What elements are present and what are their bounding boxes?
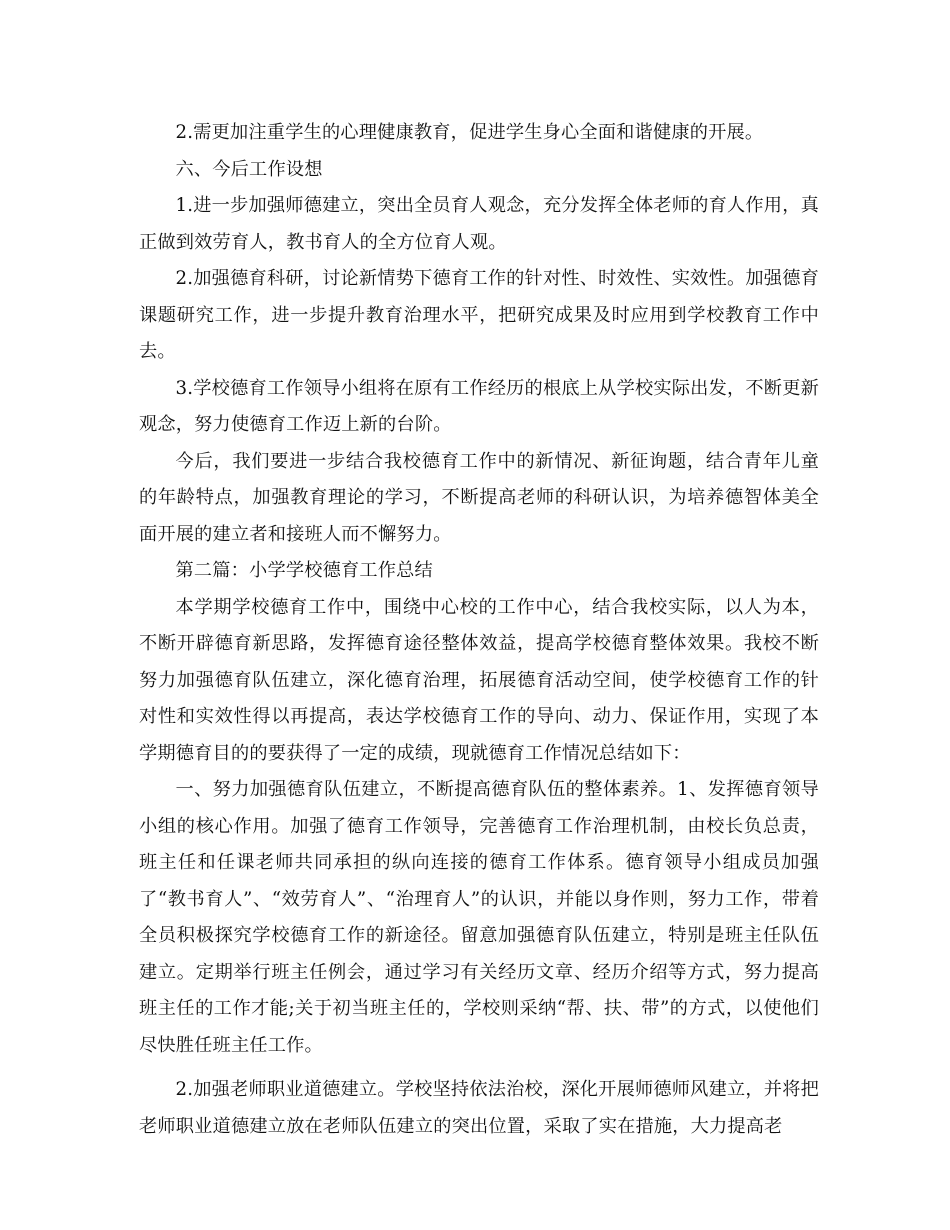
paragraph-plan-3: 3.学校德育工作领导小组将在原有工作经历的根底上从学校实际出发，不断更新观念，努力使德育工作迈上新的台阶。 [139,377,819,435]
paragraph-section-one: 一、努力加强德育队伍建立，不断提高德育队伍的整体素养。1、发挥德育领导小组的核心作用。加强了德育工作领导，完善德育工作治理机制，由校长负总责，班主任和任课老师共同承担的纵向连接的德育工作体系。德育领导小组成员加强了“教书育人”、“效劳育人”、“治理育人”的认识，并能以身作则，努力工作，带着全员积极探究学校德育工作的新途径。留意加强德育队伍建立，特别是班主任队伍建立。定期举行班主任例会，通过学习有关经历文章、经历介绍等方式，努力提高班主任的工作才能;关于初当班主任的，学校则采纳“帮、扶、带”的方式，以使他们尽快胜任班主任工作。 [139,779,819,1056]
paragraph-intro: 本学期学校德育工作中，围绕中心校的工作中心，结合我校实际，以人为本，不断开辟德育新思路，发挥德育途径整体效益，提高学校德育整体效果。我校不断努力加强德育队伍建立，深化德育治理，拓展德育活动空间，使学校德育工作的针对性和实效性得以再提高，表达学校德育工作的导向、动力、保证作用，实现了本学期德育目的的要获得了一定的成绩，现就德育工作情况总结如下： [139,596,819,764]
article-title-part-two: 第二篇：小学学校德育工作总结 [175,560,433,581]
paragraph-plan-2: 2.加强德育科研，讨论新情势下德育工作的针对性、时效性、实效性。加强德育课题研究工作，进一步提升教育治理水平，把研究成果及时应用到学校教育工作中去。 [139,268,819,362]
paragraph-psych-health: 2.需更加注重学生的心理健康教育，促进学生身心全面和谐健康的开展。 [175,122,764,143]
paragraph-teacher-ethics: 2.加强老师职业道德建立。学校坚持依法治校，深化开展师德师风建立，并将把老师职业道德建立放在老师队伍建立的突出位置，采取了实在措施，大力提高老 [139,1079,819,1137]
document-body [139,115,819,1145]
paragraph-gap [139,1064,819,1072]
paragraph-outlook: 今后，我们要进一步结合我校德育工作中的新情况、新征询题，结合青年儿童的年龄特点，加强教育理论的学习，不断提高老师的科研认识，为培养德智体美全面开展的建立者和接班人而不懈努力。 [139,450,819,545]
section-heading-future-plans: 六、今后工作设想 [175,158,323,180]
paragraph-plan-1: 1.进一步加强师德建立，突出全员育人观念，充分发挥全体老师的育人作用，真正做到效劳育人，教书育人的全方位育人观。 [139,195,819,253]
